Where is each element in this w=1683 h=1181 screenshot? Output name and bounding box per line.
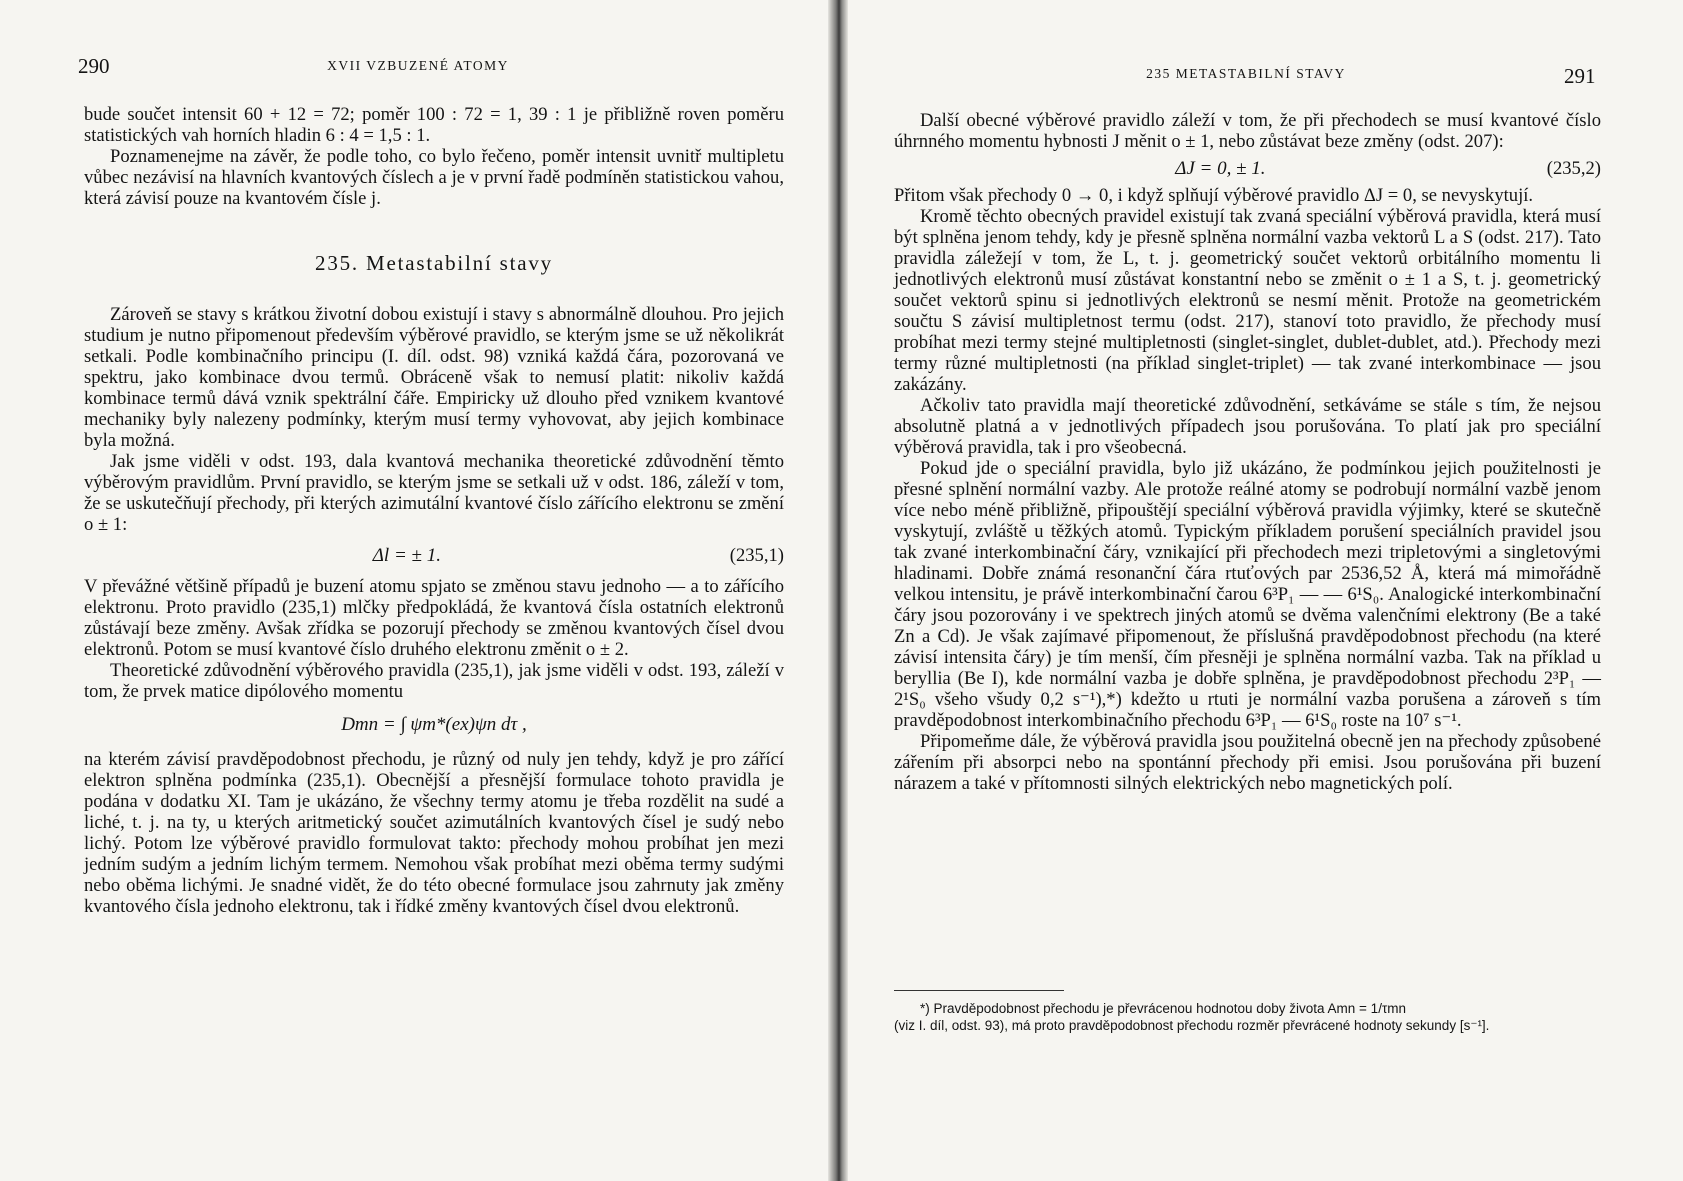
paragraph: Pokud jde o speciální pravidla, bylo již ukázáno, že podmínkou jejich použitelnosti je přesné splnění normální vazby. Ale protože reálné atomy se podrobují normální vazbě jenom více nebo méně přibližně, připouštějí speciální výběrová pravidla výjimky, které se skutečně vyskytují, zvláště u těžkých atomů. Typickým příkladem porušení speciálních pravidel jsou tak zvané interkombinační čáry, vznikající při přechodech mezi tripletovými a singletovými hladinami. Dobře známá resonanční čára rtuťových par 2536,52 Å, která má mimořádně velkou intensitu, je právě interkombinační čarou 6³P₁ — — 6¹S₀. Analogické interkombinační čáry jsou pozorovány i ve spektrech jiných atomů se dvěma valenčními elektrony (Be a také Zn a Cd). Je však zajímavé připomenout, že příslušná pravděpodobnost přechodu (na které závisí intensita čáry) je tím menší, čím přesněji je splněna normální vazba. Tak na příklad u beryllia (Be I), kde normální vazba je dobře splněna, je pravděpodobnost přechodu 2³P₁ — 2¹S₀ všeho všudy 0,2 s⁻¹),*) kdežto u rtuti je normální vazba porušena a zároveň s tím pravděpodobnost interkombinačního přechodu 6³P₁ — 6¹S₀ roste na 10⁷ s⁻¹. <box>894 458 1601 731</box>
left-running-head: XVII VZBUZENÉ ATOMY <box>327 58 509 73</box>
footnote-line: *) Pravděpodobnost přechodu je převrácenou hodnotou doby života Amn = 1/τmn <box>920 1001 1407 1016</box>
right-page <box>836 0 1683 1181</box>
paragraph: na kterém závisí pravděpodobnost přechodu, je různý od nuly jen tehdy, když je pro zářící elektron splněna podmínka (235,1). Obecnější a přesnější formulace tohoto pravidla je podána v dodatku XI. Tam je ukázáno, že všechny termy atomu je třeba rozdělit na sudé a liché, t. j. na ty, u kterých aritmetický součet azimutálních kvantových čísel je sudý nebo lichý. Potom lze výběrové pravidlo formulovat takto: přechody mohou probíhat jen mezi jedním sudým a jedním lichým termem. Nemohou však probíhat mezi oběma termy sudými nebo oběma lichými. Je snadné vidět, že do této obecné formulace jsou zahrnuty jak změny kvantového čísla jednoho elektronu, tak i řídké změny kvantových čísel dvou elektronů. <box>84 749 784 917</box>
equation-235-2 <box>894 158 1601 179</box>
left-page <box>0 0 836 1181</box>
right-page-number: 291 <box>1564 64 1596 88</box>
footnote-rule <box>894 990 1064 991</box>
equation-expression: ΔJ = 0, ± 1. <box>1175 158 1266 179</box>
equation-235-1 <box>84 545 784 566</box>
paragraph: Kromě těchto obecných pravidel existují tak zvaná speciální výběrová pravidla, která musí být splněna jenom tehdy, kdy je přesně splněna normální vazba vektorů L a S (odst. 217). Tato pravidla záležejí v tom, že L, t. j. geometrický součet vektorů orbitálního momentu li jednotlivých elektronů musí zůstávat konstantní nebo se změnit o ± 1 a S, t. j. geometrický součet vektorů spinu si jednotlivých elektronů se nesmí měnit. Protože na geometrickém součtu S závisí multipletnost termu (odst. 217), stanoví toto pravidlo, že přechody musí probíhat mezi termy stejné multipletnosti (singlet-singlet, dublet-dublet, atd.). Přechody mezi termy různé multipletnosti (na příklad singlet-triplet) — tak zvané interkombinace — jsou zakázány. <box>894 206 1601 395</box>
right-text-column <box>894 110 1601 794</box>
right-running-head: 235 METASTABILNÍ STAVY <box>1146 66 1346 81</box>
section-title: 235. Metastabilní stavy <box>315 251 553 275</box>
paragraph: Jak jsme viděli v odst. 193, dala kvantová mechanika theoretické zdůvodnění těmto výběrovým pravidlům. První pravidlo, se kterým jsme se setkali už v odst. 186, záleží v tom, že se uskutečňují přechody, při kterých azimutální kvantové číslo zářícího elektronu se změní o ± 1: <box>84 451 784 535</box>
paragraph: V převážné většině případů je buzení atomu spjato se změnou stavu jednoho — a to zářícího elektronu. Proto pravidlo (235,1) mlčky předpokládá, že kvantová čísla ostatních elektronů zůstávají beze změny. Avšak zřídka se pozorují přechody se změnou kvantových čísel dvou elektronů. Potom se musí kvantové číslo druhého elektronu změnit o ± 2. <box>84 576 784 660</box>
book-gutter <box>828 0 848 1181</box>
left-text-column <box>84 104 784 917</box>
footnote <box>894 1000 1601 1034</box>
equation-number: (235,1) <box>729 545 784 566</box>
paragraph: Další obecné výběrové pravidlo záleží v tom, že při přechodech se musí kvantové číslo úhrnného momentu hybnosti J měnit o ± 1, nebo zůstávat beze změny (odst. 207): <box>894 110 1601 152</box>
paragraph: Zároveň se stavy s krátkou životní dobou existují i stavy s abnormálně dlouhou. Pro jejich studium je nutno připomenout především výběrové pravidlo, se kterým jsme se už několikrát setkali. Podle kombinačního principu (I. díl. odst. 98) vzniká každá čára, pozorovaná ve spektru, jako kombinace dvou termů. Obráceně však to nemusí platit: nikoliv každá kombinace termů dává vznik spektrální čáře. Empiricky už dlouho před vznikem kvantové mechaniky byly nalezeny podmínky, kterým musí termy vyhovovat, aby jejich kombinace byla možná. <box>84 304 784 451</box>
paragraph: Přitom však přechody 0 → 0, i když splňují výběrové pravidlo ΔJ = 0, se nevyskytují. <box>894 185 1534 206</box>
equation-expression: Δl = ± 1. <box>372 545 441 566</box>
paragraph: Ačkoliv tato pravidla mají theoretické zdůvodnění, setkáváme se stále s tím, že nejsou absolutně platná a v jednotlivých případech jsou porušována. To platí jak pro speciální výběrová pravidla, tak i pro všeobecná. <box>894 395 1601 458</box>
equation-number: (235,2) <box>1546 158 1601 179</box>
paragraph: Theoretické zdůvodnění výběrového pravidla (235,1), jak jsme viděli v odst. 193, záleží v tom, že prvek matice dipólového momentu <box>84 660 784 702</box>
left-page-number: 290 <box>78 54 110 78</box>
footnote-line: (viz I. díl, odst. 93), má proto pravděpodobnost přechodu rozměr převrácené hodnoty sekundy [s⁻¹]. <box>894 1018 1490 1033</box>
equation-dipole-moment: Dmn = ∫ ψm*(ex)ψn dτ , <box>341 714 527 735</box>
paragraph: Připomeňme dále, že výběrová pravidla jsou použitelná obecně jen na přechody způsobené zářením při absorpci nebo na spontánní přechody při emisi. Jsou porušována při buzení nárazem a také v přítomnosti silných elektrických nebo magnetických polí. <box>894 731 1601 794</box>
paragraph: Poznamenejme na závěr, že podle toho, co bylo řečeno, poměr intensit uvnitř multipletu vůbec nezávisí na hlavních kvantových číslech a je v první řadě podmíněn statistickou vahou, která závisí pouze na kvantovém čísle j. <box>84 146 784 209</box>
paragraph: bude součet intensit 60 + 12 = 72; poměr 100 : 72 = 1, 39 : 1 je přibližně roven poměru statistických vah horních hladin 6 : 4 = 1,5 : 1. <box>84 104 784 146</box>
